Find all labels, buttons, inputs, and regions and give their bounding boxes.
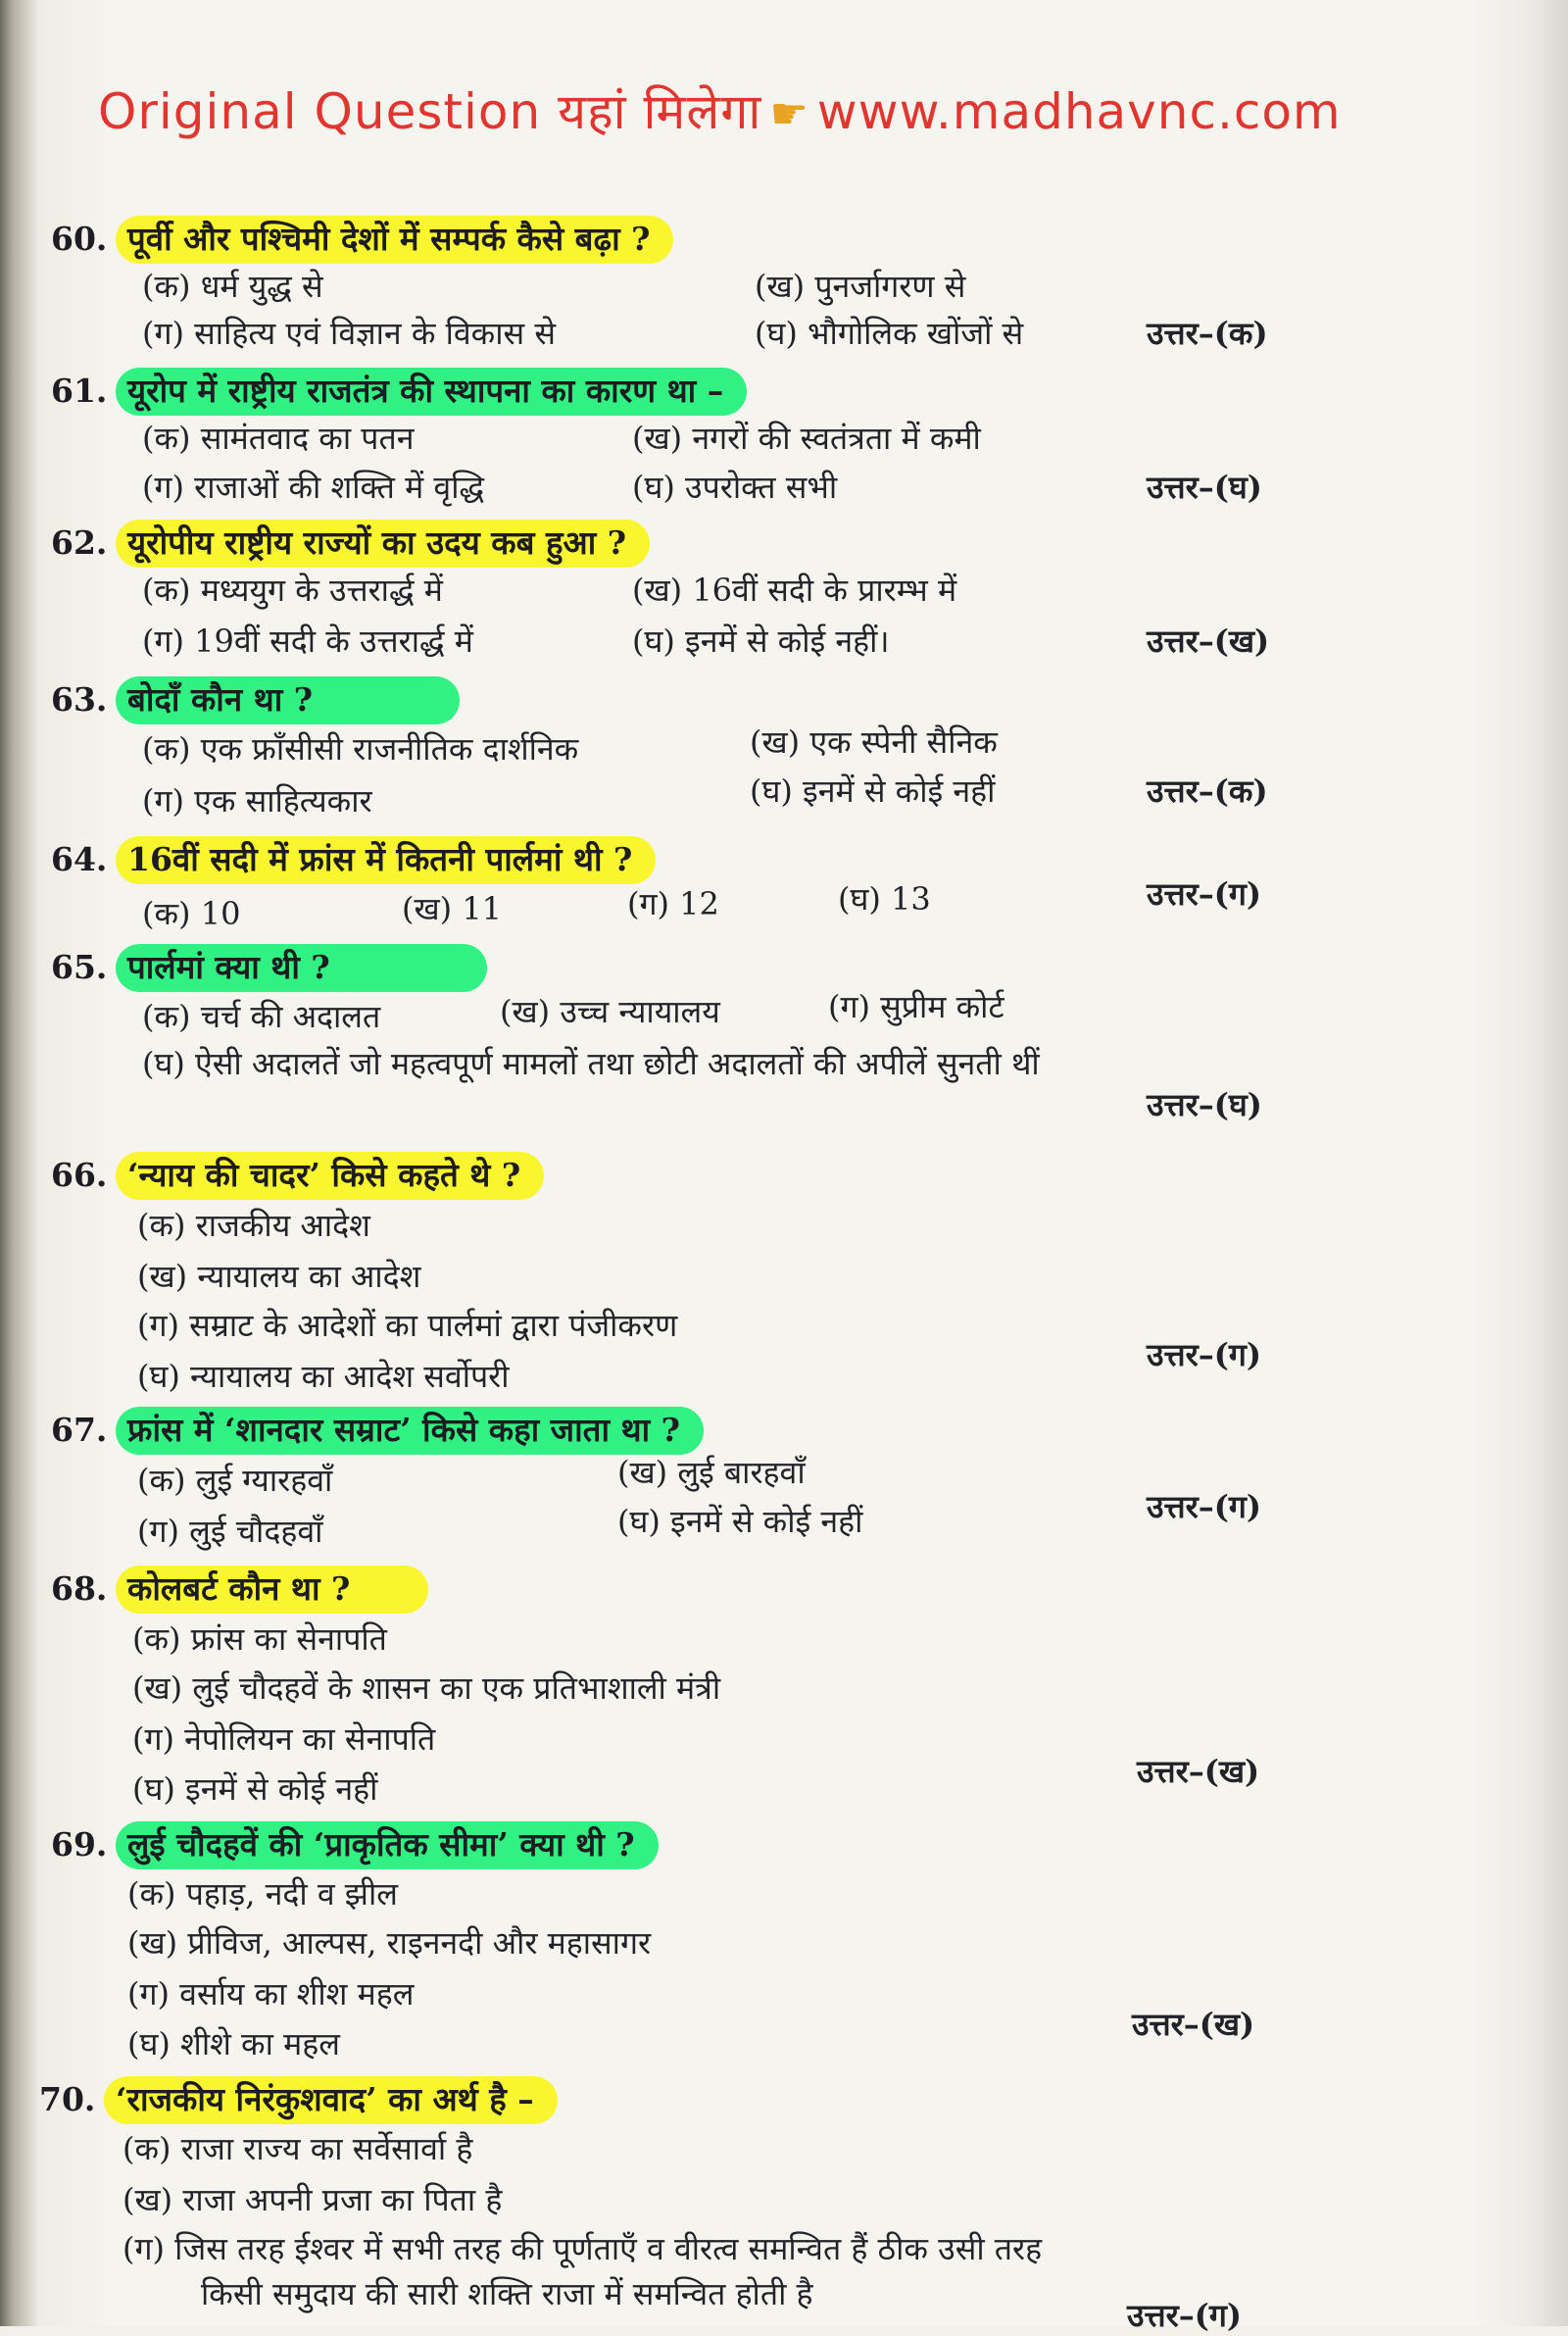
banner-text: Original Question यहां मिलेगा (98, 83, 762, 140)
option-ka: (क) चर्च की अदालत (142, 998, 381, 1035)
option-gha: (घ) ऐसी अदालतें जो महत्वपूर्ण मामलों तथा छोटी अदालतों की अपीलें सुनती थीं (142, 1045, 1040, 1082)
answer: उत्तर–(ख) (1132, 2006, 1255, 2043)
answer: उत्तर–(ग) (1147, 1336, 1262, 1373)
question-number: 69. (51, 1825, 108, 1864)
question-text: यूरोपीय राष्ट्रीय राज्यों का उदय कब हुआ ? (116, 520, 650, 568)
option-ka: (क) एक फ्राँसीसी राजनीतिक दार्शनिक (142, 730, 579, 768)
option-kha: (ख) लुई बारहवाँ (617, 1454, 806, 1491)
option-ga: (ग) जिस तरह ईश्वर में सभी तरह की पूर्णताएँ व वीरत्व समन्वित हैं ठीक उसी तरह (122, 2230, 1043, 2267)
question-63 (51, 676, 460, 721)
question-65 (51, 944, 487, 988)
option-ka: (क) राजा राज्य का सर्वेसार्वा है (122, 2130, 473, 2167)
option-kha: (ख) नगरों की स्वतंत्रता में कमी (632, 420, 981, 457)
question-text: बोदाँ कौन था ? (116, 676, 460, 724)
question-number: 68. (51, 1569, 108, 1608)
option-kha: (ख) लुई चौदहवें के शासन का एक प्रतिभाशाली मंत्री (132, 1669, 721, 1707)
option-ga: (ग) लुई चौदहवाँ (137, 1513, 323, 1550)
option-ka: (क) धर्म युद्ध से (142, 268, 323, 305)
answer: उत्तर–(ग) (1127, 2297, 1243, 2334)
answer: उत्तर–(ग) (1147, 875, 1262, 913)
option-ga: (ग) 19वीं सदी के उत्तरार्द्ध में (142, 622, 473, 660)
option-gha: (घ) इनमें से कोई नहीं (750, 772, 996, 810)
pointing-hand-icon: ☛ (769, 89, 809, 139)
option-kha: (ख) 11 (402, 890, 503, 927)
answer: उत्तर–(क) (1147, 772, 1268, 810)
option-gha: (घ) शीशे का महल (127, 2025, 340, 2063)
option-gha: (घ) 13 (838, 880, 931, 918)
option-gha: (घ) भौगोलिक खोंजों से (755, 315, 1024, 352)
option-gha: (घ) उपरोक्त सभी (632, 469, 838, 506)
option-ka: (क) फ्रांस का सेनापति (132, 1620, 387, 1658)
website-link[interactable]: www.madhavnc.com (816, 83, 1342, 140)
question-61 (51, 368, 747, 412)
option-ka: (क) मध्ययुग के उत्तरार्द्ध में (142, 572, 443, 609)
answer: उत्तर–(ख) (1147, 622, 1270, 660)
question-text: पार्लमां क्या थी ? (116, 944, 487, 992)
option-ga: (ग) सम्राट के आदेशों का पार्लमां द्वारा पंजीकरण (137, 1307, 678, 1344)
question-69 (51, 1821, 659, 1865)
question-66 (51, 1152, 544, 1196)
question-text: ‘न्याय की चादर’ किसे कहते थे ? (116, 1152, 544, 1200)
option-ga-continued: किसी समुदाय की सारी शक्ति राजा में समन्वित होती है (201, 2275, 813, 2312)
question-text: फ्रांस में ‘शानदार सम्राट’ किसे कहा जाता था ? (116, 1407, 704, 1455)
question-60 (51, 216, 673, 260)
option-gha: (घ) न्यायालय का आदेश सर्वोपरी (137, 1358, 510, 1395)
question-text: ‘राजकीय निरंकुशवाद’ का अर्थ है – (104, 2076, 558, 2124)
option-ka: (क) राजकीय आदेश (137, 1207, 370, 1244)
question-number: 63. (51, 680, 108, 719)
answer: उत्तर–(घ) (1147, 469, 1262, 506)
option-kha: (ख) पुनर्जागरण से (755, 268, 966, 305)
question-number: 65. (51, 948, 108, 986)
option-kha: (ख) राजा अपनी प्रजा का पिता है (122, 2181, 503, 2218)
question-text: लुई चौदहवें की ‘प्राकृतिक सीमा’ क्या थी ? (116, 1821, 659, 1869)
option-ka: (क) 10 (142, 895, 241, 932)
question-64 (51, 836, 656, 880)
option-kha: (ख) उच्च न्यायालय (500, 993, 720, 1030)
question-number: 64. (51, 840, 108, 878)
question-68 (51, 1566, 428, 1610)
option-kha: (ख) एक स्पेनी सैनिक (750, 723, 998, 761)
question-text: यूरोप में राष्ट्रीय राजतंत्र की स्थापना का कारण था – (116, 368, 747, 416)
question-text: पूर्वी और पश्चिमी देशों में सम्पर्क कैसे बढ़ा ? (116, 216, 673, 264)
option-ka: (क) पहाड़, नदी व झील (127, 1875, 398, 1913)
option-kha: (ख) 16वीं सदी के प्रारम्भ में (632, 572, 957, 609)
option-gha: (घ) इनमें से कोई नहीं (132, 1770, 378, 1808)
option-ka: (क) सामंतवाद का पतन (142, 420, 415, 457)
option-ga: (ग) नेपोलियन का सेनापति (132, 1720, 436, 1758)
option-kha: (ख) न्यायालय का आदेश (137, 1258, 421, 1295)
site-banner (98, 76, 1490, 143)
question-number: 70. (39, 2080, 96, 2118)
answer: उत्तर–(घ) (1147, 1086, 1262, 1123)
question-text: कोलबर्ट कौन था ? (116, 1566, 428, 1614)
option-ga: (ग) एक साहित्यकार (142, 782, 372, 820)
question-70 (39, 2076, 558, 2120)
option-ga: (ग) सुप्रीम कोर्ट (828, 988, 1004, 1025)
option-ga: (ग) साहित्य एवं विज्ञान के विकास से (142, 315, 556, 352)
answer: उत्तर–(क) (1147, 315, 1268, 352)
option-ga: (ग) 12 (627, 885, 719, 922)
question-67 (51, 1407, 704, 1451)
question-number: 61. (51, 372, 108, 410)
question-62 (51, 520, 650, 564)
option-ga: (ग) वर्साय का शीश महल (127, 1975, 415, 2013)
question-text: 16वीं सदी में फ्रांस में कितनी पार्लमां थी ? (116, 836, 656, 884)
option-ka: (क) लुई ग्यारहवाँ (137, 1462, 333, 1499)
question-number: 62. (51, 523, 108, 562)
question-number: 60. (51, 220, 108, 258)
option-ga: (ग) राजाओं की शक्ति में वृद्धि (142, 469, 485, 506)
option-gha: (घ) इनमें से कोई नहीं। (632, 622, 890, 660)
answer: उत्तर–(ख) (1137, 1753, 1260, 1790)
answer: उत्तर–(ग) (1147, 1488, 1262, 1525)
question-number: 67. (51, 1411, 108, 1449)
option-kha: (ख) प्रीविज, आल्पस, राइननदी और महासागर (127, 1924, 652, 1962)
question-number: 66. (51, 1156, 108, 1194)
option-gha: (घ) इनमें से कोई नहीं (617, 1503, 863, 1540)
